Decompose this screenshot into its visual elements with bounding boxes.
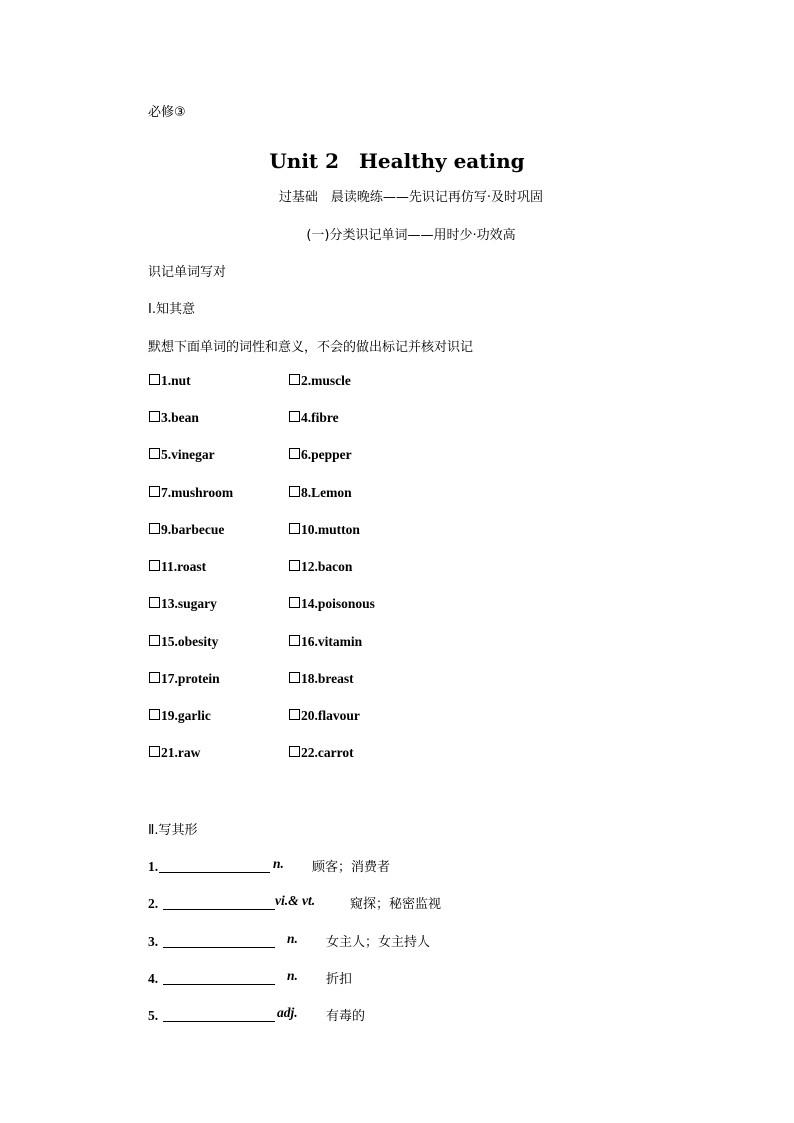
part-of-speech: n. — [287, 968, 298, 983]
book-label: 必修③ — [148, 105, 186, 120]
checkbox[interactable] — [149, 635, 160, 646]
word-item[interactable]: 6.pepper — [289, 447, 352, 463]
word-item[interactable]: 13.sugary — [149, 596, 217, 612]
word-item[interactable]: 10.mutton — [289, 522, 360, 538]
subtitle: 过基础 晨读晚练——先识记再仿写·及时巩固 — [278, 190, 544, 205]
word-item[interactable]: 3.bean — [149, 410, 199, 426]
part-of-speech: n. — [287, 931, 298, 946]
answer-blank[interactable] — [163, 972, 275, 985]
fill-item — [148, 931, 275, 950]
checkbox[interactable] — [289, 560, 300, 571]
answer-blank[interactable] — [163, 897, 275, 910]
part2-heading: Ⅱ.写其形 — [148, 823, 198, 838]
answer-blank[interactable] — [163, 935, 275, 948]
part1-heading: Ⅰ.知其意 — [148, 302, 195, 317]
item-number: 4. — [148, 971, 159, 986]
word-item[interactable]: 2.muscle — [289, 373, 351, 389]
answer-blank[interactable] — [159, 860, 270, 873]
word-item[interactable]: 9.barbecue — [149, 522, 224, 538]
item-number: 5. — [148, 1008, 159, 1023]
word-item[interactable]: 18.breast — [289, 671, 354, 687]
word-item[interactable]: 20.flavour — [289, 708, 360, 724]
meaning: 折扣 — [326, 972, 353, 987]
item-number: 3. — [148, 934, 159, 949]
word-item[interactable]: 4.fibre — [289, 410, 339, 426]
word-item[interactable]: 14.poisonous — [289, 596, 375, 612]
checkbox[interactable] — [289, 523, 300, 534]
checkbox[interactable] — [289, 635, 300, 646]
word-item[interactable]: 19.garlic — [149, 708, 211, 724]
word-item[interactable]: 17.protein — [149, 671, 220, 687]
meaning: 顾客；消费者 — [312, 860, 391, 875]
checkbox[interactable] — [289, 597, 300, 608]
part1-instruction: 默想下面单词的词性和意义，不会的做出标记并核对识记 — [148, 340, 474, 355]
checkbox[interactable] — [149, 448, 160, 459]
page-title: Unit 2 Healthy eating — [269, 149, 525, 173]
meaning: 女主人；女主持人 — [326, 935, 431, 950]
word-item[interactable]: 22.carrot — [289, 745, 354, 761]
fill-item — [148, 1005, 275, 1024]
part-of-speech: n. — [273, 856, 284, 871]
checkbox[interactable] — [149, 523, 160, 534]
checkbox[interactable] — [149, 374, 160, 385]
part-of-speech: vi.& vt. — [275, 893, 316, 908]
word-item[interactable]: 7.mushroom — [149, 485, 233, 501]
fill-item — [148, 968, 275, 987]
checkbox[interactable] — [289, 411, 300, 422]
checkbox[interactable] — [149, 709, 160, 720]
meaning: 窥探；秘密监视 — [350, 897, 442, 912]
checkbox[interactable] — [149, 411, 160, 422]
item-number: 1. — [148, 859, 159, 874]
word-item[interactable]: 5.vinegar — [149, 447, 215, 463]
item-number: 2. — [148, 896, 159, 911]
checkbox[interactable] — [289, 448, 300, 459]
word-item[interactable]: 15.obesity — [149, 634, 218, 650]
meaning: 有毒的 — [326, 1009, 366, 1024]
checkbox[interactable] — [289, 486, 300, 497]
word-item[interactable]: 11.roast — [149, 559, 206, 575]
section-label: 识记单词写对 — [148, 265, 227, 280]
checkbox[interactable] — [289, 672, 300, 683]
checkbox[interactable] — [289, 746, 300, 757]
section-heading: (一)分类识记单词——用时少·功效高 — [306, 228, 516, 243]
word-item[interactable]: 8.Lemon — [289, 485, 352, 501]
checkbox[interactable] — [149, 486, 160, 497]
word-item[interactable]: 1.nut — [149, 373, 191, 389]
checkbox[interactable] — [149, 746, 160, 757]
fill-item — [148, 893, 275, 912]
word-item[interactable]: 12.bacon — [289, 559, 352, 575]
checkbox[interactable] — [149, 597, 160, 608]
checkbox[interactable] — [149, 672, 160, 683]
word-item[interactable]: 21.raw — [149, 745, 200, 761]
checkbox[interactable] — [289, 709, 300, 720]
answer-blank[interactable] — [163, 1009, 275, 1022]
word-item[interactable]: 16.vitamin — [289, 634, 362, 650]
checkbox[interactable] — [149, 560, 160, 571]
fill-item — [148, 856, 270, 875]
part-of-speech: adj. — [277, 1005, 298, 1020]
checkbox[interactable] — [289, 374, 300, 385]
